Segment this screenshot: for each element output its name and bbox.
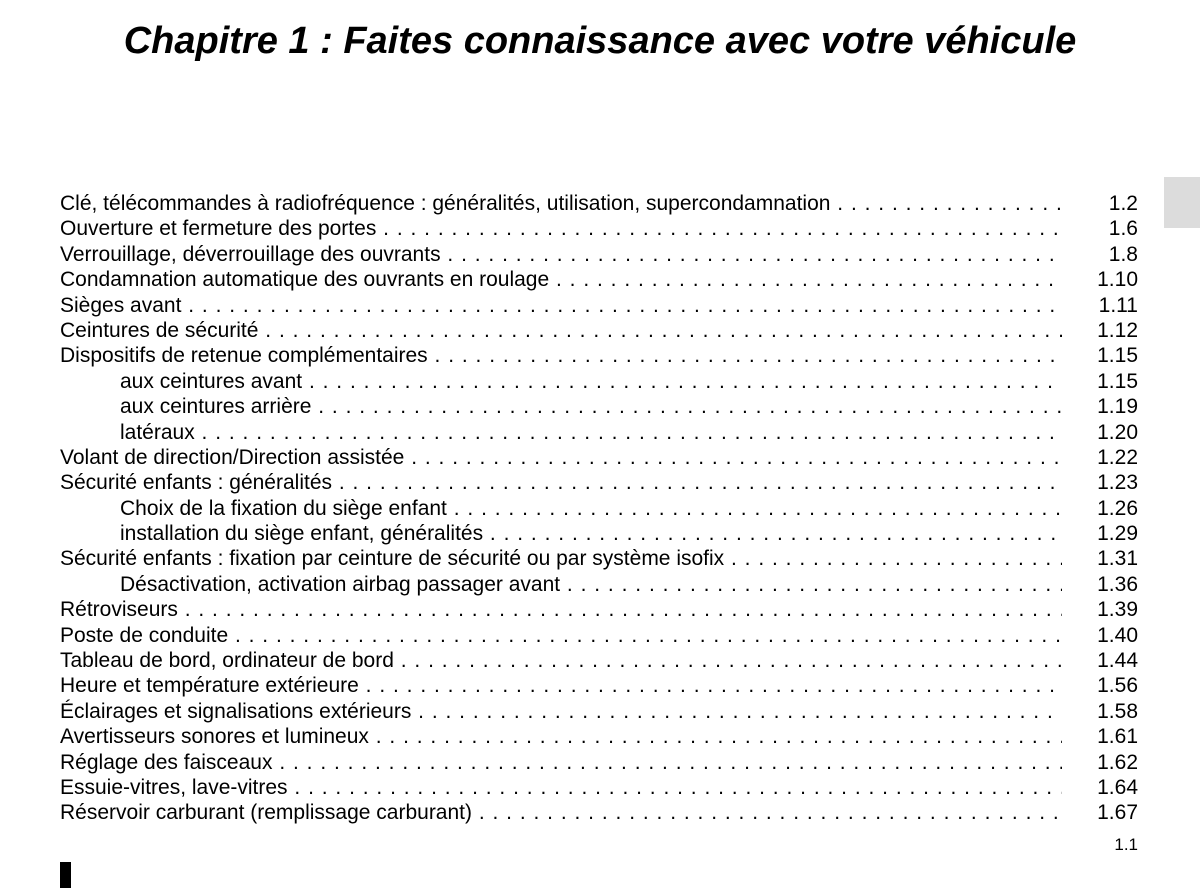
toc-entry-page: 1.12 [1097,318,1138,342]
toc-entry-label: Rétroviseurs . . . [60,597,1062,623]
toc-entry-label: aux ceintures avant . . . [120,369,1062,395]
toc-entry-page: 1.2 [1108,192,1138,215]
toc-entry-label: Éclairages et signalisations extérieurs . . . [60,699,1062,725]
toc-entry[interactable] [60,546,1138,571]
toc-entry[interactable] [60,343,1138,368]
toc-entry[interactable] [60,775,1138,800]
toc-entry-page: 1.11 [1098,293,1138,317]
toc-entry[interactable] [60,724,1138,749]
toc-entry[interactable] [60,496,1138,521]
toc-entry-page: 1.56 [1097,674,1138,698]
toc-entry-page: 1.26 [1097,496,1138,520]
toc-entry-label: Clé, télécommandes à radiofréquence : généralités, utilisation, supercondamnation . . . [60,191,1062,217]
table-of-contents [60,191,1138,826]
toc-entry-page: 1.8 [1108,242,1138,266]
toc-entry-page: 1.15 [1097,344,1138,368]
toc-entry-page: 1.36 [1097,572,1138,596]
toc-entry-label: Réglage des faisceaux . . . [60,750,1062,776]
toc-entry-page: 1.39 [1097,598,1138,622]
toc-entry[interactable] [60,750,1138,775]
toc-entry[interactable] [60,369,1138,394]
toc-entry[interactable] [60,293,1138,318]
toc-entry[interactable] [60,267,1138,292]
toc-entry-page: 1.62 [1097,750,1138,774]
toc-entry-label: Condamnation automatique des ouvrants en roulage . . . [60,267,1062,293]
toc-entry-page: 1.23 [1097,471,1138,495]
toc-entry-page: 1.10 [1097,268,1138,292]
toc-entry-page: 1.58 [1097,699,1138,723]
toc-entry-label: Heure et température extérieure . . . [60,673,1062,699]
print-crop-mark [60,862,71,888]
toc-entry-page: 1.19 [1097,395,1138,419]
chapter-tab-marker [1164,177,1200,228]
toc-entry-page: 1.31 [1097,547,1138,571]
toc-entry[interactable] [60,420,1138,445]
toc-entry-label: installation du siège enfant, généralités . . . [120,521,1062,547]
toc-entry-page: 1.15 [1097,369,1138,393]
toc-entry[interactable] [60,800,1138,825]
toc-entry-page: 1.61 [1097,725,1138,749]
toc-entry[interactable] [60,242,1138,267]
toc-entry-label: Poste de conduite . . . [60,623,1062,649]
toc-entry[interactable] [60,673,1138,698]
toc-entry[interactable] [60,394,1138,419]
toc-entry-label: Sécurité enfants : fixation par ceinture de sécurité ou par système isofix . . . [60,546,1062,572]
toc-entry[interactable] [60,648,1138,673]
toc-entry-page: 1.67 [1097,801,1138,825]
toc-entry-page: 1.40 [1097,623,1138,647]
toc-entry-label: Avertisseurs sonores et lumineux . . . [60,724,1062,750]
toc-entry[interactable] [60,597,1138,622]
toc-entry[interactable] [60,318,1138,343]
toc-entry-label: Sécurité enfants : généralités . . . [60,470,1062,496]
toc-entry-label: Choix de la fixation du siège enfant . . . [120,496,1062,522]
toc-entry-label: latéraux . . . [120,420,1062,446]
toc-entry-page: 1.6 [1108,217,1138,241]
toc-entry[interactable] [60,470,1138,495]
toc-entry[interactable] [60,521,1138,546]
toc-entry[interactable] [60,216,1138,241]
toc-entry-page: 1.29 [1097,522,1138,546]
toc-entry-label: Verrouillage, déverrouillage des ouvrants . . . [60,242,1062,268]
toc-entry[interactable] [60,699,1138,724]
toc-entry-label: Volant de direction/Direction assistée . . . [60,445,1062,471]
page-number: 1.1 [1114,835,1138,854]
toc-entry[interactable] [60,445,1138,470]
toc-entry-label: aux ceintures arrière . . . [120,394,1062,420]
toc-entry-label: Essuie-vitres, lave-vitres . . . [60,775,1062,801]
toc-entry-label: Sièges avant . . . [60,293,1062,319]
toc-entry-page: 1.44 [1097,649,1138,673]
toc-entry-page: 1.64 [1097,775,1138,799]
toc-entry-page: 1.20 [1097,420,1138,444]
toc-entry-label: Ceintures de sécurité . . . [60,318,1062,344]
toc-entry[interactable] [60,191,1138,216]
toc-entry[interactable] [60,623,1138,648]
toc-entry-label: Ouverture et fermeture des portes . . . [60,216,1062,242]
toc-entry-label: Réservoir carburant (remplissage carburant) . . . [60,800,1062,826]
toc-entry-label: Désactivation, activation airbag passager avant . . . [120,572,1062,598]
toc-entry-page: 1.22 [1097,445,1138,469]
chapter-title: Chapitre 1 : Faites connaissance avec votre véhicule [123,20,1077,62]
toc-entry-label: Tableau de bord, ordinateur de bord . . . [60,648,1062,674]
toc-entry-label: Dispositifs de retenue complémentaires . . . [60,343,1062,369]
toc-entry[interactable] [60,572,1138,597]
